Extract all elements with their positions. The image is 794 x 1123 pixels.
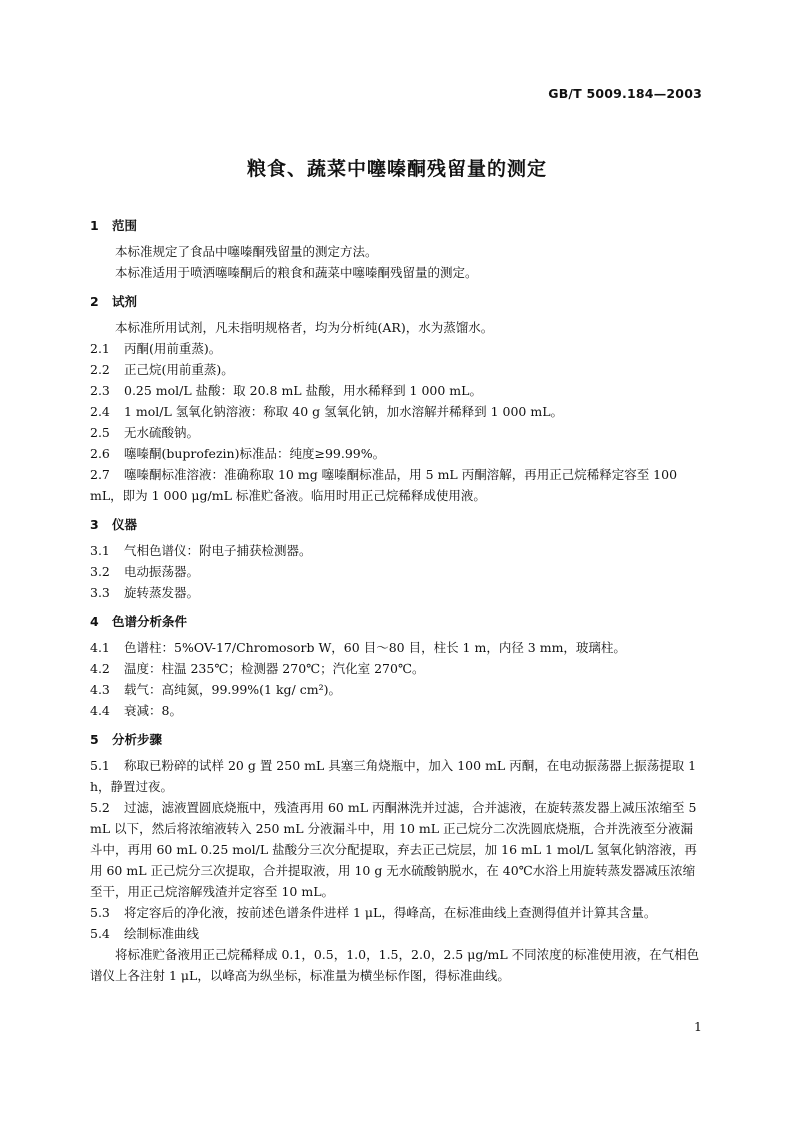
clause-5-2: 5.2 过滤，滤液置圆底烧瓶中，残渣再用 60 mL 丙酮淋洗并过滤，合并滤液，在旋转蒸发器上减压浓缩至 5 mL 以下，然后将浓缩液转入 250 mL 分液漏斗中，用 10 mL 正己烷分二次洗圆底烧瓶，合并洗液至分液漏斗中，再用 60 mL 0.25 mol/L 盐酸分三次分配提取，弃去正己烷层，加 16 mL 1 mol/L 氢氧化钠溶液，再用 60 mL 正己烷分三次提取，合并提取液，用 10 g 无水硫酸钠脱水，在 40℃水浴上用旋转蒸发器减压浓缩至干，用正己烷溶解残渣并定容至 10 mL。 — [90, 800, 697, 899]
clause-2-1: 2.1 丙酮(用前重蒸)。 — [90, 341, 222, 356]
clause-2-5: 2.5 无水硫酸钠。 — [90, 425, 200, 440]
clause-5-3: 5.3 将定容后的净化液，按前述色谱条件进样 1 μL，得峰高，在标准曲线上查测得值并计算其含量。 — [90, 905, 657, 920]
clause-4-4: 4.4 衰减：8。 — [90, 703, 182, 718]
clause-2-4: 2.4 1 mol/L 氢氧化钠溶液：称取 40 g 氢氧化钠，加水溶解并稀释到 1 000 mL。 — [90, 404, 564, 419]
clause-2-6: 2.6 噻嗪酮(buprofezin)标准品：纯度≥99.99%。 — [90, 446, 386, 461]
clause-2-3: 2.3 0.25 mol/L 盐酸：取 20.8 mL 盐酸，用水稀释到 1 000 mL。 — [90, 383, 482, 398]
clause-3-3: 3.3 旋转蒸发器。 — [90, 585, 200, 600]
paragraph: 将标准贮备液用正己烷稀释成 0.1，0.5，1.0，1.5，2.0，2.5 μg/mL 不同浓度的标准使用液，在气相色谱仪上各注射 1 μL，以峰高为纵坐标，标准量为横坐标作图，得标准曲线。 — [90, 947, 700, 983]
paragraph: 本标准适用于喷洒噻嗪酮后的粮食和蔬菜中噻嗪酮残留量的测定。 — [115, 265, 478, 280]
section-heading-reagents: 2 试剂 — [90, 294, 138, 309]
clause-4-2: 4.2 温度：柱温 235℃；检测器 270℃；汽化室 270℃。 — [90, 661, 425, 676]
clause-3-1: 3.1 气相色谱仪：附电子捕获检测器。 — [90, 543, 312, 558]
document-title: 粮食、蔬菜中噻嗪酮残留量的测定 — [246, 158, 547, 180]
section-heading-chromatography: 4 色谱分析条件 — [90, 614, 188, 629]
section-heading-procedure: 5 分析步骤 — [90, 732, 163, 747]
clause-3-2: 3.2 电动振荡器。 — [90, 564, 200, 579]
paragraph: 本标准规定了食品中噻嗪酮残留量的测定方法。 — [115, 244, 378, 259]
section-heading-scope: 1 范围 — [90, 218, 138, 233]
page-number: 1 — [694, 1019, 702, 1034]
clause-2-7: 2.7 噻嗪酮标准溶液：准确称取 10 mg 噻嗪酮标准品，用 5 mL 丙酮溶解，再用正己烷稀释定容至 100 mL，即为 1 000 μg/mL 标准贮备液。临用时用正己烷稀释成使用液。 — [90, 467, 678, 503]
clause-4-3: 4.3 载气：高纯氮，99.99%(1 kg/ cm²)。 — [90, 682, 341, 697]
paragraph: 本标准所用试剂，凡未指明规格者，均为分析纯(AR)，水为蒸馏水。 — [115, 320, 494, 335]
document-body — [90, 216, 704, 986]
clause-2-2: 2.2 正己烷(用前重蒸)。 — [90, 362, 234, 377]
clause-4-1: 4.1 色谱柱：5%OV-17/Chromosorb W，60 目～80 目，柱长 1 m，内径 3 mm，玻璃柱。 — [90, 640, 626, 655]
section-heading-apparatus: 3 仪器 — [90, 517, 138, 532]
standard-number: GB/T 5009.184—2003 — [548, 86, 702, 101]
clause-5-1: 5.1 称取已粉碎的试样 20 g 置 250 mL 具塞三角烧瓶中，加入 100 mL 丙酮，在电动振荡器上振荡提取 1 h，静置过夜。 — [90, 758, 697, 794]
clause-5-4: 5.4 绘制标准曲线 — [90, 926, 200, 941]
